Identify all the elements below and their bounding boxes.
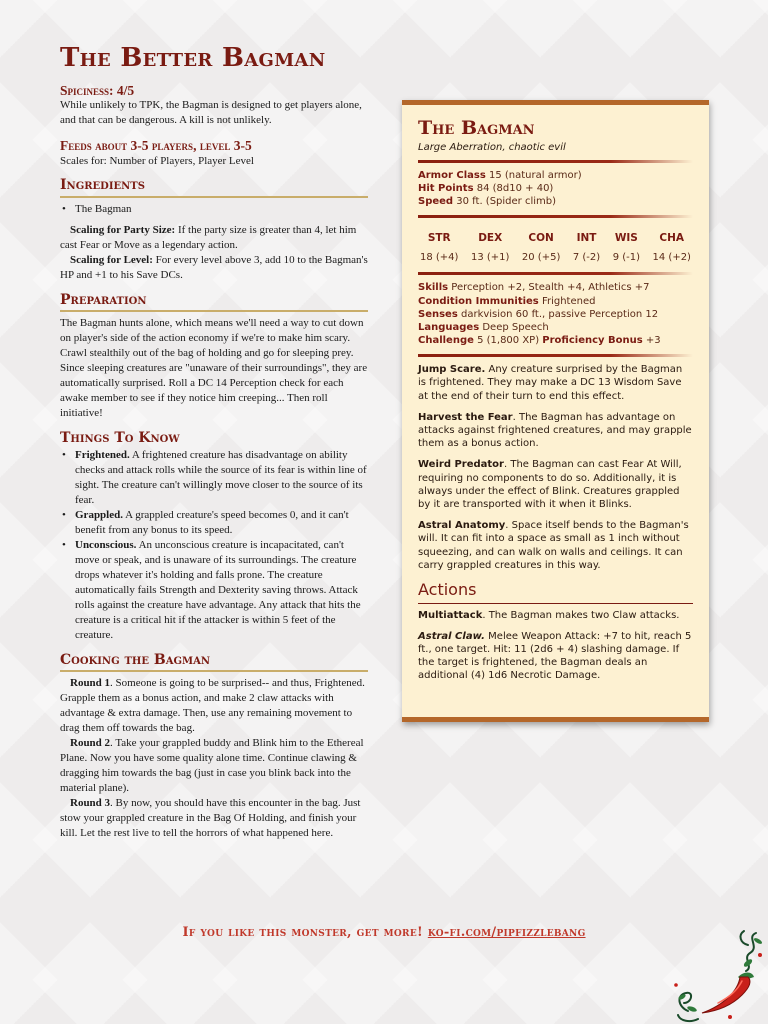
action-text: Melee Weapon Attack: +7 to hit, reach 5 ft., one target. Hit: 11 (2d6 + 4) slashing damage. If the target is frightened, the Bagman deals an additional (4) 1d6 Necrotic Damage. — [418, 630, 692, 682]
round-text: . Take your grappled buddy and Blink him to the Ethereal Plane. Now you have some quality alone time. Continue clawing & dragging him towards the bag (just in case you blink back into the material plane). — [60, 737, 364, 794]
condition-name: Frightened. — [75, 449, 130, 462]
action-name: Astral Claw. — [418, 630, 485, 642]
ability-cha — [653, 232, 691, 263]
action — [418, 609, 693, 622]
monster-type: Large Aberration, chaotic evil — [418, 141, 566, 153]
hit-points — [418, 182, 693, 195]
ability-con — [522, 232, 560, 263]
feeds-heading: Feeds about 3-5 players, level 3-5 — [60, 138, 252, 154]
condition-text: An unconscious creature is incapacitated, can't move or speak, and is unaware of its surroundings. The creature drops whatever it's holding and falls prone. The creature automatically fails Strength and Dexterity saving throws. Attack rolls against the creature have advantage. Any attack that hits the creature is a critical hit if the attacker is within 5 feet of the creature. — [75, 539, 361, 641]
ingredients-list — [60, 202, 368, 217]
stat-block — [402, 100, 709, 722]
scaling-level-label: Scaling for Level: — [70, 253, 153, 266]
trait — [418, 363, 693, 403]
trait-text: . Space itself bends to the Bagman's will. It can fit into a space as small as 1 inch without squeezing, and can walk on walls and ceilings. It can carry grappled creatures in this way. — [418, 520, 689, 571]
trait-text: . The Bagman can cast Fear At Will, requiring no components to do so. Additionally, it is always under the effect of Blink. Creatures grappled by it are transported with it when it Blinks. — [418, 459, 682, 510]
round-label: Round 3 — [70, 796, 111, 809]
condition-item — [60, 508, 368, 538]
ability-name: WIS — [614, 232, 638, 245]
page-title: The Better Bagman — [60, 43, 326, 73]
left-column — [60, 44, 368, 841]
divider — [418, 354, 693, 357]
spiciness-text: While unlikely to TPK, the Bagman is designed to get players alone, and that can be dangerous. A kill is not unlikely. — [60, 99, 362, 127]
actions-heading: Actions — [418, 580, 693, 604]
round-paragraph — [60, 676, 368, 736]
preparation-heading: Preparation — [60, 292, 368, 313]
spiciness-heading: Spiciness: 4/5 — [60, 82, 135, 98]
trait — [418, 519, 693, 572]
action-name: Multiattack — [418, 609, 483, 621]
condition-text: A grappled creature's speed becomes 0, and it can't benefit from any bonus to its speed. — [75, 509, 349, 537]
condition-immunities — [418, 295, 693, 308]
ability-name: CHA — [659, 232, 685, 245]
skills-label: Skills — [418, 282, 449, 294]
preparation-text: The Bagman hunts alone, which means we'll need a way to cut down on player's side of the action economy if we're to make him scary. Crawl stealthily out of the bag of holding and go for sleeping prey. Since sleeping creatures are "unaware of their surroundings", they are automatically surprised. Roll a DC 14 Perception check for each awake member to see if they notice him creeping... Then roll initiative! — [60, 317, 368, 419]
armor-class — [418, 169, 693, 182]
trait-text: Any creature surprised by the Bagman is frightened. They may make a DC 13 Wisdom Save at the end of their turn to end this effect. — [418, 364, 683, 402]
ability-score: 20 (+5) — [521, 252, 561, 264]
ability-score: 14 (+2) — [652, 252, 691, 264]
scaling-party-paragraph — [60, 223, 368, 253]
ability-str — [420, 232, 458, 263]
ability-dex — [471, 232, 509, 263]
monster-name: The Bagman — [418, 117, 535, 139]
ability-name: CON — [528, 232, 554, 245]
trait-name: Weird Predator — [418, 459, 504, 471]
condition-immunities-label: Condition Immunities — [418, 295, 539, 307]
condition-name: Unconscious. — [75, 539, 137, 552]
trait-name: Harvest the Fear — [418, 411, 513, 423]
action — [418, 630, 693, 683]
hit-points-value: 84 (8d10 + 40) — [473, 182, 554, 194]
speed — [418, 195, 693, 208]
trait — [418, 458, 693, 511]
trait — [418, 411, 693, 451]
trait-text: . The Bagman has advantage on attacks against frightened creatures, and may grapple them as a bonus action. — [418, 411, 692, 450]
armor-class-label: Armor Class — [418, 169, 486, 181]
scaling-level-paragraph — [60, 253, 368, 283]
scaling-party-text: If the party size is greater than 4, let him cast Fear or Move as a legendary action. — [60, 223, 357, 251]
senses — [418, 308, 693, 321]
languages-value: Deep Speech — [479, 321, 549, 333]
speed-value: 30 ft. (Spider climb) — [453, 196, 557, 208]
ability-score: 18 (+4) — [420, 252, 459, 264]
senses-label: Senses — [418, 308, 458, 320]
challenge — [418, 334, 693, 347]
action-text: . The Bagman makes two Claw attacks. — [482, 609, 680, 621]
round-label: Round 2 — [70, 737, 111, 750]
condition-name: Grappled. — [75, 509, 123, 522]
condition-item — [60, 448, 368, 508]
round-paragraph — [60, 736, 368, 796]
condition-immunities-value: Frightened — [538, 295, 596, 307]
ability-score: 13 (+1) — [470, 252, 510, 264]
challenge-value: 5 (1,800 XP) — [473, 335, 543, 347]
round-paragraph — [60, 796, 368, 841]
senses-value: darkvision 60 ft., passive Perception 12 — [457, 308, 659, 320]
ability-name: INT — [576, 232, 597, 245]
ingredient-item: • The Bagman — [60, 202, 368, 217]
skills — [418, 281, 693, 294]
proficiency-bonus-value: +3 — [642, 335, 661, 347]
chili-pepper-icon — [668, 925, 768, 1024]
challenge-label: Challenge — [418, 335, 474, 347]
scaling-party-label: Scaling for Party Size: — [70, 223, 176, 236]
divider — [418, 160, 693, 163]
ingredients-heading: Ingredients — [60, 177, 368, 198]
languages-label: Languages — [418, 321, 480, 333]
round-text: . By now, you should have this encounter in the bag. Just stow your grappled creature in the Bag Of Holding, and finish your kill. Let the rest live to tell the horrors of what happened here. — [60, 796, 361, 839]
feeds-text: Scales for: Number of Players, Player Level — [60, 154, 254, 167]
footer — [0, 925, 768, 940]
condition-text: A frightened creature has disadvantage on ability checks and attack rolls while the source of its fear is within line of sight. The creature can't willingly move closer to the source of its fear. — [75, 449, 367, 507]
languages — [418, 321, 693, 334]
trait-name: Jump Scare. — [418, 364, 486, 376]
ability-int — [573, 232, 600, 263]
proficiency-bonus-label: Proficiency Bonus — [542, 335, 643, 347]
ability-name: STR — [427, 232, 451, 245]
ability-wis — [613, 232, 640, 263]
things-to-know-list — [60, 448, 368, 642]
armor-class-value: 15 (natural armor) — [485, 169, 582, 181]
divider — [418, 272, 693, 275]
trait-name: Astral Anatomy — [418, 520, 506, 532]
skills-value: Perception +2, Stealth +4, Athletics +7 — [448, 282, 650, 294]
scaling-level-text: For every level above 3, add 10 to the Bagman's HP and +1 to his Save DCs. — [60, 253, 368, 281]
divider — [418, 215, 693, 218]
ability-scores — [418, 232, 693, 263]
ability-score: 9 (-1) — [612, 252, 641, 264]
speed-label: Speed — [418, 196, 454, 208]
round-label: Round 1 — [70, 677, 111, 690]
footer-text: If you like this monster, get more! — [182, 925, 428, 940]
footer-link[interactable]: ko-fi.com/pipfizzlebang — [427, 925, 586, 940]
cooking-heading: Cooking the Bagman — [60, 652, 368, 673]
ability-score: 7 (-2) — [572, 252, 601, 264]
things-to-know-heading: Things To Know — [60, 429, 180, 446]
ability-name: DEX — [478, 232, 503, 245]
condition-item — [60, 538, 368, 643]
hit-points-label: Hit Points — [418, 182, 474, 194]
round-text: . Someone is going to be surprised-- and thus, Frightened. Grapple them as a bonus action, and make 2 claw attacks with advantage & extra damage. Then, use any remaining movement to drag them off towards the bag. — [60, 677, 365, 735]
